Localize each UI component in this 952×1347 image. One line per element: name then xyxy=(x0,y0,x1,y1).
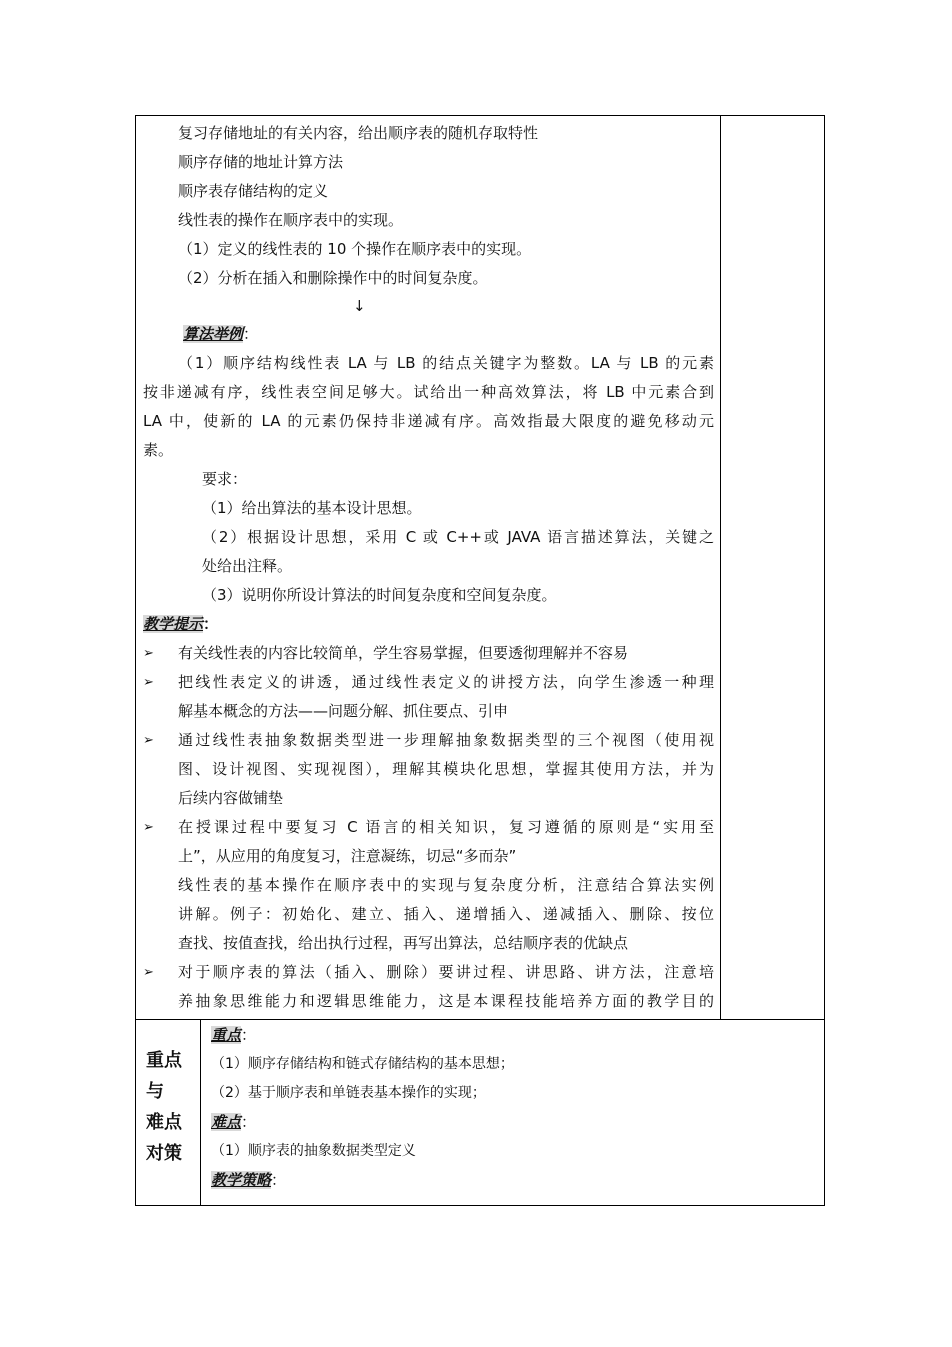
requirement-item: （3）说明你所设计算法的时间复杂度和空间复杂度。 xyxy=(202,586,557,604)
difficulties-heading xyxy=(211,1112,256,1134)
key-point-item: （2）基于顺序表和单链表基本操作的实现； xyxy=(211,1085,486,1101)
teaching-content-cell xyxy=(136,116,721,1019)
focus-label: 对策 xyxy=(146,1143,182,1164)
example-heading-text: 算法举例 xyxy=(183,325,244,343)
strategy-heading xyxy=(211,1170,286,1192)
tip-line: 图、设计视图、实现视图），理解其模块化思想，掌握其使用方法，并为 xyxy=(178,760,714,778)
strategy-heading-text: 教学策略 xyxy=(211,1171,272,1189)
tip-line: 讲解。例子：初始化、建立、插入、递增插入、递减插入、删除、按位 xyxy=(178,905,714,923)
tips-heading xyxy=(143,614,218,636)
tips-heading-text: 教学提示 xyxy=(143,615,204,633)
problem-line: LA 中，使新的 LA 的元素仍保持非递减有序。高效指最大限度的避免移动元 xyxy=(143,412,714,430)
tip-line: 在授课过程中要复习 C 语言的相关知识，复习遵循的原则是“实用至 xyxy=(178,818,714,836)
tip-line: 养抽象思维能力和逻辑思维能力，这是本课程技能培养方面的教学目的 xyxy=(178,992,714,1010)
tip-line: 把线性表定义的讲透，通过线性表定义的讲授方法，向学生渗透一种理 xyxy=(178,673,714,691)
review-item: 线性表的操作在顺序表中的实现。 xyxy=(178,211,404,229)
review-item: 复习存储地址的有关内容，给出顺序表的随机存取特性 xyxy=(178,124,539,142)
tip-line: 有关线性表的内容比较简单，学生容易掌握，但要透彻理解并不容易 xyxy=(178,644,629,662)
problem-line: （1）顺序结构线性表 LA 与 LB 的结点关键字为整数。LA 与 LB 的元素 xyxy=(178,354,714,372)
requirement-item: （2）根据设计思想，采用 C 或 C++或 JAVA 语言描述算法，关键之 xyxy=(202,528,714,546)
focus-label: 重点 xyxy=(146,1050,182,1071)
focus-label: 难点 xyxy=(146,1112,182,1133)
problem-line: 素。 xyxy=(143,441,174,459)
requirement-item: 处给出注释。 xyxy=(202,557,293,575)
example-heading xyxy=(183,324,258,346)
bullet-arrow-icon: ➢ xyxy=(143,820,154,835)
bullet-arrow-icon: ➢ xyxy=(143,646,154,661)
bullet-arrow-icon: ➢ xyxy=(143,733,154,748)
key-point-item: （1）顺序存储结构和链式存储结构的基本思想； xyxy=(211,1056,514,1072)
tip-line: 后续内容做铺垫 xyxy=(178,789,284,807)
focus-row xyxy=(136,1019,824,1205)
review-item: 顺序存储的地址计算方法 xyxy=(178,153,344,171)
tip-line: 上”，从应用的角度复习，注意凝练，切忌“多而杂” xyxy=(178,847,517,865)
tip-line: 对于顺序表的算法（插入、删除）要讲过程、讲思路、讲方法，注意培 xyxy=(178,963,714,981)
requirement-item: （1）给出算法的基本设计思想。 xyxy=(202,499,422,517)
review-item: （1）定义的线性表的 10 个操作在顺序表中的实现。 xyxy=(178,240,532,258)
problem-line: 按非递减有序，线性表空间足够大。试给出一种高效算法，将 LB 中元素合到 xyxy=(143,383,714,401)
bullet-arrow-icon: ➢ xyxy=(143,965,154,980)
difficulties-heading-text: 难点 xyxy=(211,1113,242,1131)
down-arrow-icon: ↓ xyxy=(353,297,366,315)
key-points-heading-text: 重点 xyxy=(211,1026,242,1044)
heading-colon: ： xyxy=(243,325,259,343)
heading-colon: ： xyxy=(241,1026,257,1044)
heading-colon: ： xyxy=(241,1113,257,1131)
review-item: （2）分析在插入和删除操作中的时间复杂度。 xyxy=(178,269,488,287)
focus-label-cell xyxy=(136,1020,201,1205)
focus-content-cell xyxy=(201,1020,824,1205)
tip-line: 解基本概念的方法——问题分解、抓住要点、引申 xyxy=(178,702,509,720)
lesson-plan-table xyxy=(135,115,825,1206)
notes-cell xyxy=(721,116,824,1019)
tip-line: 查找、按值查找，给出执行过程，再写出算法，总结顺序表的优缺点 xyxy=(178,934,629,952)
tip-line: 线性表的基本操作在顺序表中的实现与复杂度分析，注意结合算法实例 xyxy=(178,876,714,894)
tip-line: 通过线性表抽象数据类型进一步理解抽象数据类型的三个视图（使用视 xyxy=(178,731,714,749)
heading-colon: ： xyxy=(271,1171,287,1189)
key-points-heading xyxy=(211,1025,256,1047)
requirement-title: 要求： xyxy=(202,470,248,488)
bullet-arrow-icon: ➢ xyxy=(143,675,154,690)
focus-label: 与 xyxy=(146,1081,164,1102)
difficulty-item: （1）顺序表的抽象数据类型定义 xyxy=(211,1143,416,1159)
review-item: 顺序表存储结构的定义 xyxy=(178,182,329,200)
heading-colon: ： xyxy=(203,615,219,633)
